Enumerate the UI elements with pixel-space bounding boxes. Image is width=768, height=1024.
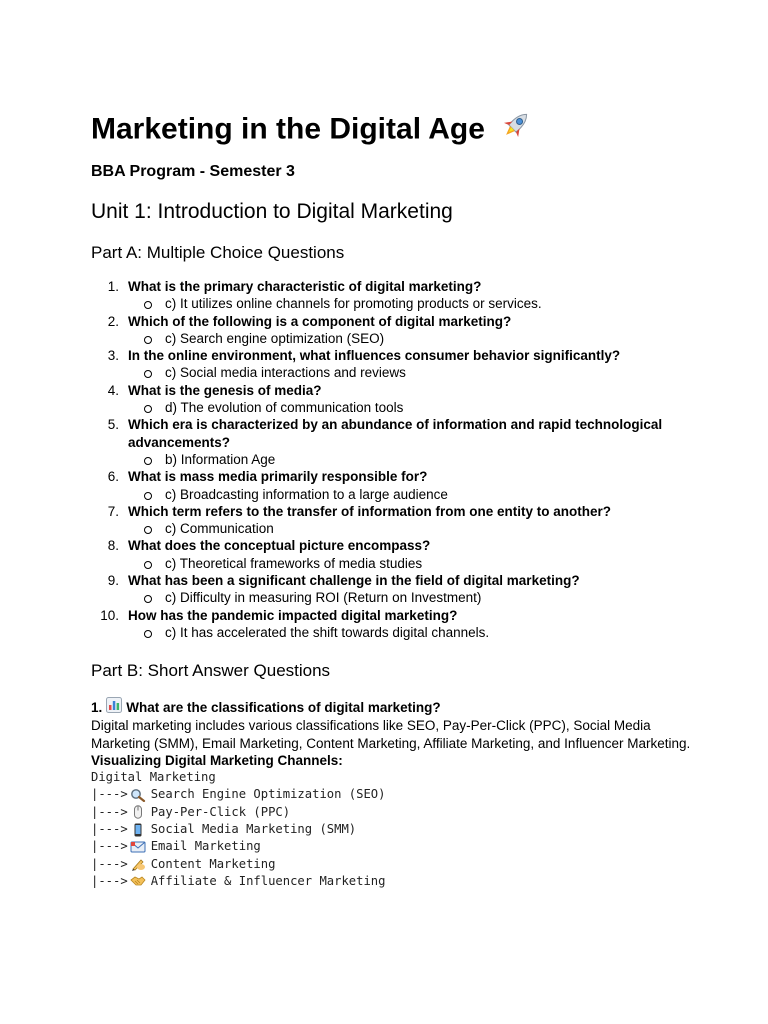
tree-item xyxy=(91,804,691,821)
bullet-icon xyxy=(144,301,152,309)
part-b-heading: Part B: Short Answer Questions xyxy=(91,661,331,680)
answer-text: c) It has accelerated the shift towards digital channels. xyxy=(165,624,490,640)
part-b-body xyxy=(91,697,691,890)
bullet-icon xyxy=(144,405,152,413)
bullet-icon xyxy=(144,370,152,378)
answer-text: c) Theoretical frameworks of media studies xyxy=(165,555,423,571)
mobile-phone-icon xyxy=(128,821,151,838)
bullet-icon xyxy=(144,595,152,603)
mcq-item xyxy=(91,382,691,417)
mcq-item xyxy=(91,278,691,313)
title-text: Marketing in the Digital Age xyxy=(91,112,485,146)
question-number: 2. xyxy=(107,313,119,329)
mcq-item xyxy=(91,416,691,468)
tree-connector: |---> xyxy=(91,873,128,888)
question-number: 8. xyxy=(107,538,119,554)
email-icon xyxy=(128,838,151,855)
mcq-list xyxy=(91,278,691,641)
bullet-icon xyxy=(144,336,152,344)
mcq-item xyxy=(91,347,691,382)
part-a-heading: Part A: Multiple Choice Questions xyxy=(91,243,345,262)
handshake-icon xyxy=(128,873,151,890)
answer-item xyxy=(128,486,691,503)
question-text: What is mass media primarily responsible for? xyxy=(128,469,428,485)
tree-connector: |---> xyxy=(91,804,128,819)
tree-connector: |---> xyxy=(91,839,128,854)
mcq-item xyxy=(91,607,691,642)
tree-item xyxy=(91,821,691,838)
rocket-icon xyxy=(499,108,533,153)
question-number: 1. xyxy=(91,699,103,715)
question-number: 7. xyxy=(107,503,119,519)
answer-text: d) The evolution of communication tools xyxy=(165,400,404,416)
tree-item-label: Social Media Marketing (SMM) xyxy=(150,822,357,837)
tree-item xyxy=(91,856,691,873)
answer-text: c) Search engine optimization (SEO) xyxy=(165,330,385,346)
answer-text: c) Difficulty in measuring ROI (Return on Investment) xyxy=(165,590,482,606)
writing-hand-icon xyxy=(128,856,151,873)
bullet-icon xyxy=(144,526,152,534)
tree-item-label: Affiliate & Influencer Marketing xyxy=(150,873,386,888)
answer-text: c) It utilizes online channels for promoting products or services. xyxy=(165,296,542,312)
tree-connector: |---> xyxy=(91,822,128,837)
tree-item xyxy=(91,873,691,890)
answer-text: b) Information Age xyxy=(165,451,276,467)
question-number: 5. xyxy=(107,417,119,433)
answer-text: c) Social media interactions and reviews xyxy=(165,365,406,381)
magnifier-icon xyxy=(128,786,151,803)
bar-chart-icon xyxy=(106,697,122,717)
question-text: What is the genesis of media? xyxy=(128,382,322,398)
answer-item xyxy=(128,589,691,606)
tree-connector: |---> xyxy=(91,787,128,802)
question-text: How has the pandemic impacted digital marketing? xyxy=(128,607,458,623)
bullet-icon xyxy=(144,630,152,638)
tree-item xyxy=(91,838,691,855)
question-text: Which of the following is a component of digital marketing? xyxy=(128,313,512,329)
mcq-item xyxy=(91,537,691,572)
answer-item xyxy=(128,295,691,312)
program-subtitle: BBA Program - Semester 3 xyxy=(91,163,295,180)
answer-item xyxy=(128,555,691,572)
bullet-icon xyxy=(144,492,152,500)
question-text: What has been a significant challenge in the field of digital marketing? xyxy=(128,573,580,589)
answer-item xyxy=(128,624,691,641)
answer-paragraph: Digital marketing includes various classifications like SEO, Pay-Per-Click (PPC), Social Media Marketing (SMM), Email Marketing, Content Marketing, Affiliate Marketing, and Influencer Marketing. xyxy=(91,718,691,751)
question-text: In the online environment, what influences consumer behavior significantly? xyxy=(128,348,621,364)
tree-root: Digital Marketing xyxy=(91,770,216,785)
question-text: Which term refers to the transfer of information from one entity to another? xyxy=(128,503,612,519)
question-number: 9. xyxy=(107,573,119,589)
question-number: 10. xyxy=(100,607,119,623)
mouse-icon xyxy=(128,804,151,821)
answer-item xyxy=(128,520,691,537)
tree-item-label: Content Marketing xyxy=(150,856,276,871)
visual-title: Visualizing Digital Marketing Channels: xyxy=(91,752,343,768)
tree-connector: |---> xyxy=(91,856,128,871)
question-text: What does the conceptual picture encompass? xyxy=(128,538,431,554)
mcq-item xyxy=(91,503,691,538)
answer-text: c) Broadcasting information to a large audience xyxy=(165,486,448,502)
document-title xyxy=(91,108,533,153)
question-text: What are the classifications of digital marketing? xyxy=(126,699,441,715)
tree-item-label: Email Marketing xyxy=(150,839,261,854)
answer-text: c) Communication xyxy=(165,521,274,537)
answer-item xyxy=(128,364,691,381)
question-number: 3. xyxy=(107,348,119,364)
question-number: 1. xyxy=(107,279,119,294)
question-text: What is the primary characteristic of digital marketing? xyxy=(128,279,482,294)
mcq-item xyxy=(91,313,691,348)
short-question-1 xyxy=(91,697,691,717)
tree-item xyxy=(91,786,691,803)
unit-heading: Unit 1: Introduction to Digital Marketing xyxy=(91,200,453,223)
mcq-item xyxy=(91,572,691,607)
tree-item-label: Pay-Per-Click (PPC) xyxy=(150,804,291,819)
answer-item xyxy=(128,451,691,468)
bullet-icon xyxy=(144,561,152,569)
question-number: 4. xyxy=(107,382,119,398)
question-number: 6. xyxy=(107,469,119,485)
mcq-item xyxy=(91,468,691,503)
tree-item-label: Search Engine Optimization (SEO) xyxy=(150,787,386,802)
bullet-icon xyxy=(144,457,152,465)
answer-item xyxy=(128,330,691,347)
question-text: Which era is characterized by an abundance of information and rapid technological advancements? xyxy=(128,417,663,450)
channel-tree xyxy=(91,769,691,890)
answer-item xyxy=(128,399,691,416)
